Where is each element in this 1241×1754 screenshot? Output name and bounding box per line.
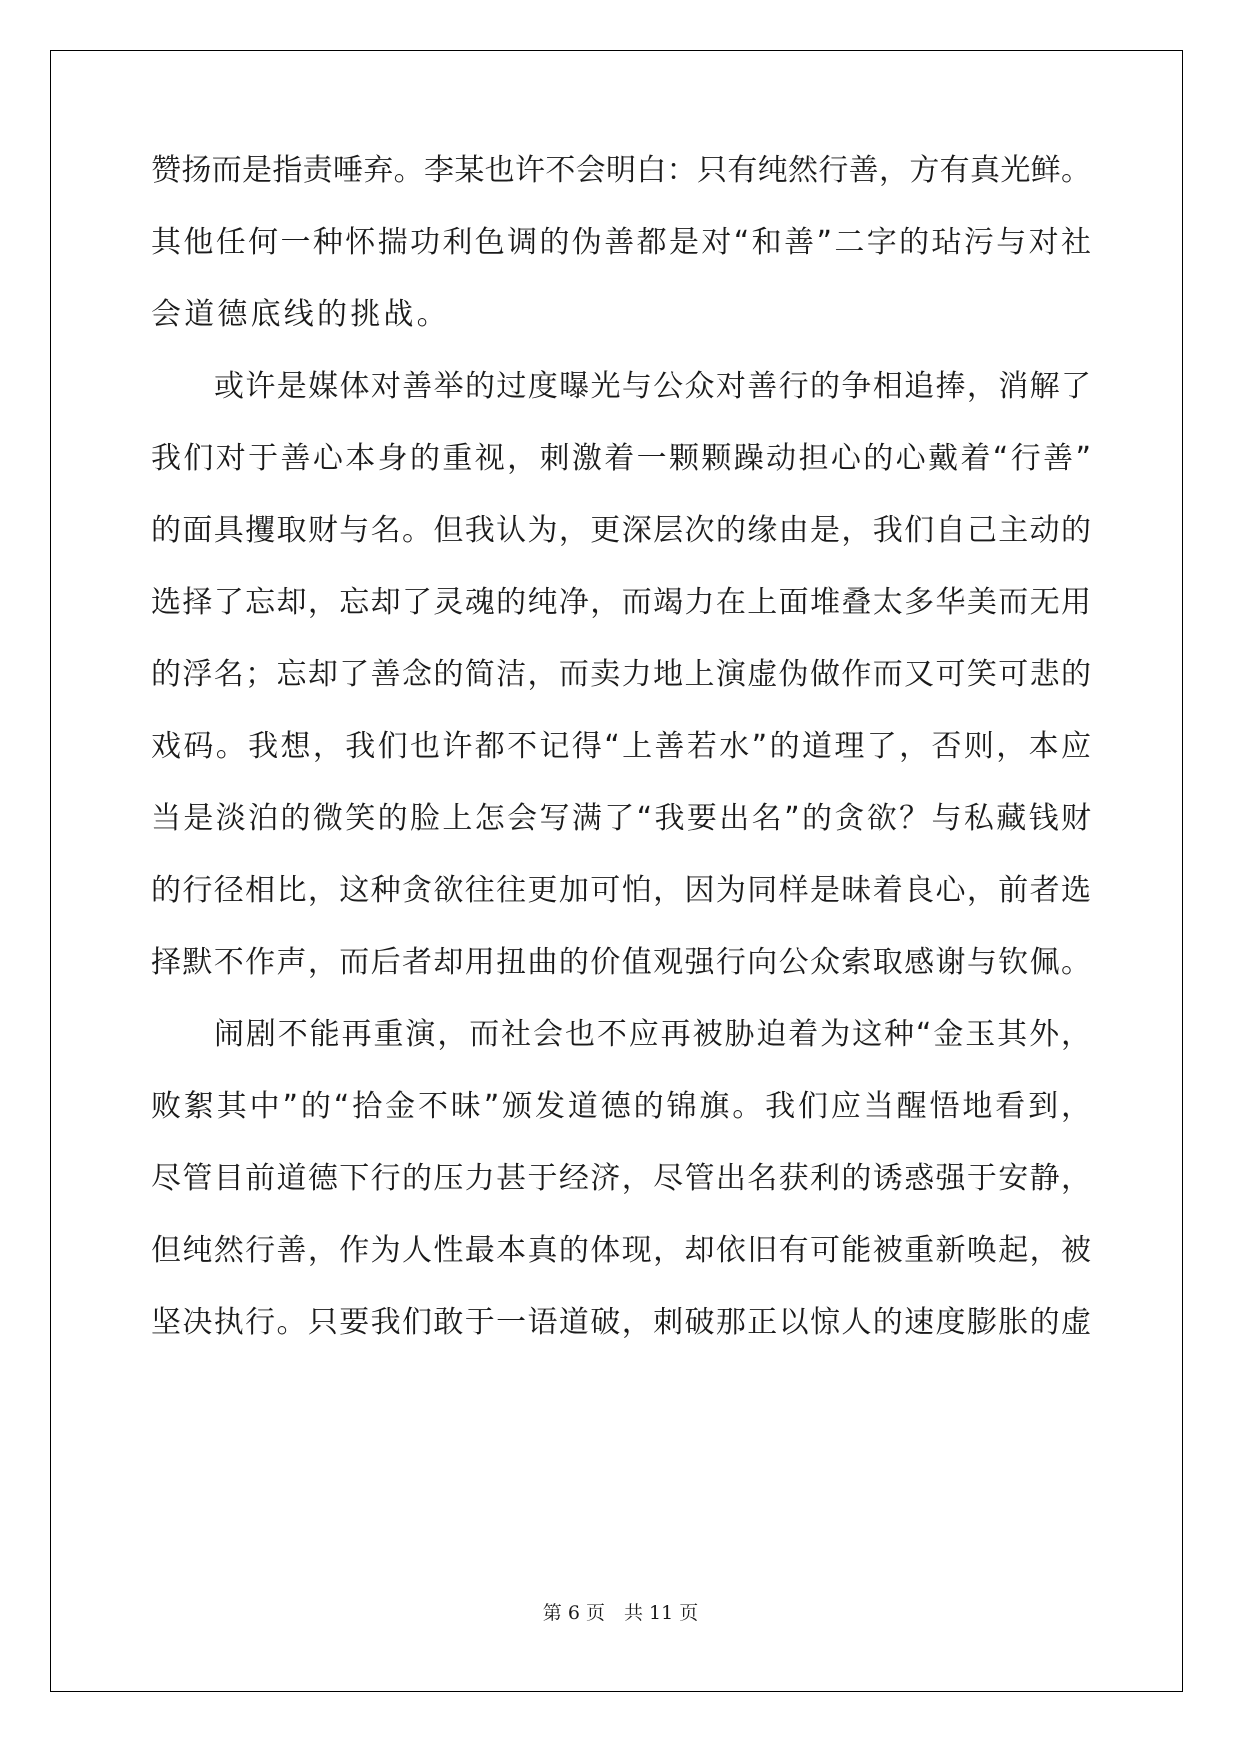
page-number-footer: 第 6 页 共 11 页: [542, 1602, 699, 1624]
text-line-2: 其他任何一种怀揣功利色调的伪善都是对“和善”二字的玷污与对社: [151, 225, 1091, 260]
text-line-17: 坚决执行。只要我们敢于一语道破，刺破那正以惊人的速度膨胀的虚: [151, 1305, 1091, 1340]
text-line-10: 当是淡泊的微笑的脸上怎会写满了“我要出名”的贪欲？与私藏钱财: [151, 801, 1091, 836]
text-line-13: 闹剧不能再重演，而社会也不应再被胁迫着为这种“金玉其外，: [214, 1017, 1091, 1052]
text-line-9: 戏码。我想，我们也许都不记得“上善若水”的道理了，否则，本应: [151, 729, 1091, 764]
text-line-15: 尽管目前道德下行的压力甚于经济，尽管出名获利的诱惑强于安静，: [151, 1161, 1091, 1196]
text-line-11: 的行径相比，这种贪欲往往更加可怕，因为同样是昧着良心，前者选: [151, 873, 1091, 908]
text-line-8: 的浮名；忘却了善念的简洁，而卖力地上演虚伪做作而又可笑可悲的: [151, 657, 1091, 692]
text-line-5: 我们对于善心本身的重视，刺激着一颗颗躁动担心的心戴着“行善”: [151, 441, 1091, 476]
text-line-3: 会道德底线的挑战。: [151, 297, 450, 332]
text-line-12: 择默不作声，而后者却用扭曲的价值观强行向公众索取感谢与钦佩。: [151, 945, 1091, 980]
text-line-7: 选择了忘却，忘却了灵魂的纯净，而竭力在上面堆叠太多华美而无用: [151, 585, 1091, 620]
text-line-1: 赞扬而是指责唾弃。李某也许不会明白：只有纯然行善，方有真光鲜。: [151, 153, 1091, 188]
text-line-6: 的面具攫取财与名。但我认为，更深层次的缘由是，我们自己主动的: [151, 513, 1091, 548]
text-line-4: 或许是媒体对善举的过度曝光与公众对善行的争相追捧，消解了: [214, 369, 1091, 404]
text-line-14: 败絮其中”的“拾金不昧”颁发道德的锦旗。我们应当醒悟地看到，: [151, 1089, 1091, 1124]
text-line-16: 但纯然行善，作为人性最本真的体现，却依旧有可能被重新唤起，被: [151, 1233, 1091, 1268]
